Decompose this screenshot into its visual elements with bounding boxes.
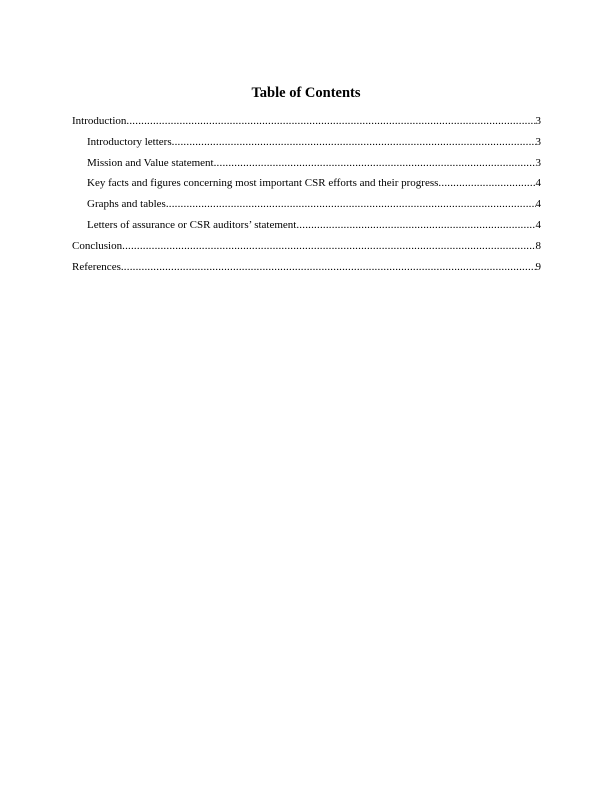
toc-entry-label: Conclusion (72, 239, 123, 252)
toc-entry-page-number: 4 (535, 218, 541, 231)
toc-list (72, 115, 541, 281)
toc-entry-graphs-tables[interactable] (72, 198, 541, 219)
toc-entry-page-number: 3 (535, 156, 541, 169)
dot-leader (438, 177, 535, 190)
toc-entry-page-number: 4 (535, 198, 541, 211)
toc-entry-label: Key facts and figures concerning most important CSR efforts and their progress (87, 177, 439, 190)
toc-entry-page-number: 3 (535, 135, 541, 148)
dot-leader (166, 198, 536, 211)
toc-entry-key-facts-figures[interactable] (72, 177, 541, 198)
toc-entry-page-number: 9 (535, 260, 541, 273)
toc-entry-page-number: 3 (535, 115, 541, 127)
toc-title: Table of Contents (251, 85, 361, 101)
toc-entry-references[interactable] (72, 261, 541, 282)
dot-leader (122, 240, 535, 253)
toc-entry-label: Letters of assurance or CSR auditors’ statement (87, 218, 297, 231)
toc-entry-label: Introductory letters (87, 135, 172, 148)
dot-leader (214, 157, 536, 170)
toc-entry-letters-of-assurance[interactable] (72, 219, 541, 240)
toc-entry-label: References (72, 260, 121, 273)
toc-entry-conclusion[interactable] (72, 240, 541, 261)
toc-entry-page-number: 8 (535, 239, 541, 252)
dot-leader (121, 261, 536, 274)
toc-entry-mission-value-statement[interactable] (72, 157, 541, 178)
dot-leader (296, 219, 535, 232)
dot-leader (172, 136, 536, 149)
toc-entry-label: Introduction (72, 115, 127, 127)
dot-leader (126, 115, 535, 128)
toc-entry-label: Mission and Value statement (87, 156, 214, 169)
toc-entry-label: Graphs and tables (87, 198, 166, 211)
toc-entry-introduction[interactable] (72, 115, 541, 136)
toc-entry-page-number: 4 (535, 177, 541, 190)
toc-entry-introductory-letters[interactable] (72, 136, 541, 157)
